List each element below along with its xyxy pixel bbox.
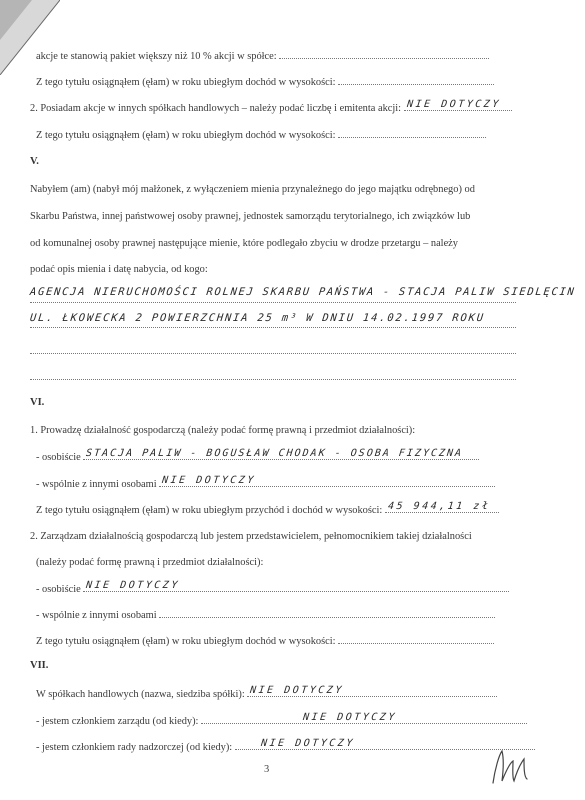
companies-label: W spółkach handlowych (nazwa, siedziba spółki): — [36, 689, 245, 700]
business-activity-label: 1. Prowadzę działalność gospodarczą (należy podać formę prawną i przedmiot działalności): — [30, 425, 416, 436]
business-personal-line — [36, 450, 479, 464]
supervisory-label: - jestem członkiem rady nadzorczej (od kiedy): — [36, 742, 233, 753]
business-income-answer: 45 944,11 zł — [387, 501, 491, 512]
companies-answer: NIE DOTYCZY — [249, 685, 345, 696]
income-line-2 — [36, 128, 486, 142]
board-label: - jestem członkiem zarządu (od kiedy): — [36, 716, 199, 727]
shares-field — [279, 49, 489, 59]
section-v-heading: V. — [30, 156, 39, 167]
business-income-label: Z tego tytułu osiągnąłem (ęłam) w roku ubiegłym przychód i dochód w wysokości: — [36, 505, 383, 516]
supervisory-answer: NIE DOTYCZY — [260, 738, 356, 749]
page-number: 3 — [264, 764, 270, 775]
income-field-2 — [338, 128, 486, 138]
management-personal-label: - osobiście — [36, 584, 81, 595]
property-answer-line-2: UL. ŁKOWECKA 2 POWIERZCHNIA 25 m³ W DNIU 14.02.1997 ROKU — [29, 312, 486, 324]
other-shares-field — [404, 101, 512, 111]
management-personal-answer: NIE DOTYCZY — [85, 580, 181, 591]
business-joint-field — [159, 477, 495, 487]
income-label-2: Z tego tytułu osiągnąłem (ęłam) w roku ubiegłym dochód w wysokości: — [36, 130, 336, 141]
section-v-text-2: Skarbu Państwa, innej państwowej osoby prawnej, jednostek samorządu terytorialnego, ich związków lub — [30, 211, 471, 222]
other-shares-label: 2. Posiadam akcje w innych spółkach handlowych – należy podać liczbę i emitenta akcji: — [30, 103, 402, 114]
business-joint-label: - wspólnie z innymi osobami — [36, 479, 157, 490]
shares-label: akcje te stanowią pakiet większy niż 10 % akcji w spółce: — [36, 51, 277, 62]
section-v-text-4: podać opis mienia i datę nabycia, od kogo: — [30, 264, 208, 275]
management-sublabel: (należy podać formę prawną i przedmiot działalności): — [36, 557, 264, 568]
management-income-line — [36, 634, 494, 648]
management-joint-field — [159, 608, 495, 618]
business-personal-field — [83, 450, 479, 460]
property-dotline-3 — [30, 352, 516, 354]
business-personal-label: - osobiście — [36, 452, 81, 463]
management-joint-label: - wspólnie z innymi osobami — [36, 610, 157, 621]
folded-corner — [0, 0, 60, 75]
other-shares-line — [30, 101, 512, 115]
supervisory-line — [36, 740, 535, 754]
companies-field — [247, 687, 497, 697]
business-income-field — [385, 503, 499, 513]
income-line-1 — [36, 75, 494, 89]
business-personal-answer: STACJA PALIW - BOGUSŁAW CHODAK - OSOBA FIZYCZNA — [85, 448, 464, 459]
section-vi-heading: VI. — [30, 397, 45, 408]
board-line — [36, 714, 527, 728]
business-joint-answer: NIE DOTYCZY — [161, 475, 257, 486]
property-dotline-1 — [30, 301, 516, 303]
management-income-field — [338, 634, 494, 644]
business-income-line — [36, 503, 499, 517]
management-income-label: Z tego tytułu osiągnąłem (ęłam) w roku ubiegłym dochód w wysokości: — [36, 636, 336, 647]
business-joint-line — [36, 477, 495, 491]
other-shares-answer: NIE DOTYCZY — [406, 99, 501, 110]
companies-line — [36, 687, 497, 701]
property-answer-line-1: AGENCJA NIERUCHOMOŚCI ROLNEJ SKARBU PAŃSTWA - STACJA PALIW SIEDLĘCIN — [29, 286, 577, 298]
section-v-text-3: od komunalnej osoby prawnej następujące mienie, które podlegało zbyciu w drodze przetargu – należy — [30, 238, 458, 249]
signature-initials — [487, 745, 529, 787]
management-personal-line — [36, 582, 509, 596]
board-answer: NIE DOTYCZY — [302, 712, 398, 723]
income-label-1: Z tego tytułu osiągnąłem (ęłam) w roku ubiegłym dochód w wysokości: — [36, 77, 336, 88]
management-label: 2. Zarządzam działalnością gospodarczą lub jestem przedstawicielem, pełnomocnikiem takiej działalności — [30, 531, 472, 542]
property-dotline-4 — [30, 378, 516, 380]
property-dotline-2 — [30, 326, 516, 328]
section-vii-heading: VII. — [30, 660, 49, 671]
shares-line — [36, 49, 489, 63]
income-field-1 — [338, 75, 494, 85]
board-field — [201, 714, 527, 724]
section-v-text-1: Nabyłem (am) (nabył mój małżonek, z wyłączeniem mienia przynależnego do jego majątku odrębnego) od — [30, 184, 475, 195]
management-joint-line — [36, 608, 495, 622]
management-personal-field — [83, 582, 509, 592]
